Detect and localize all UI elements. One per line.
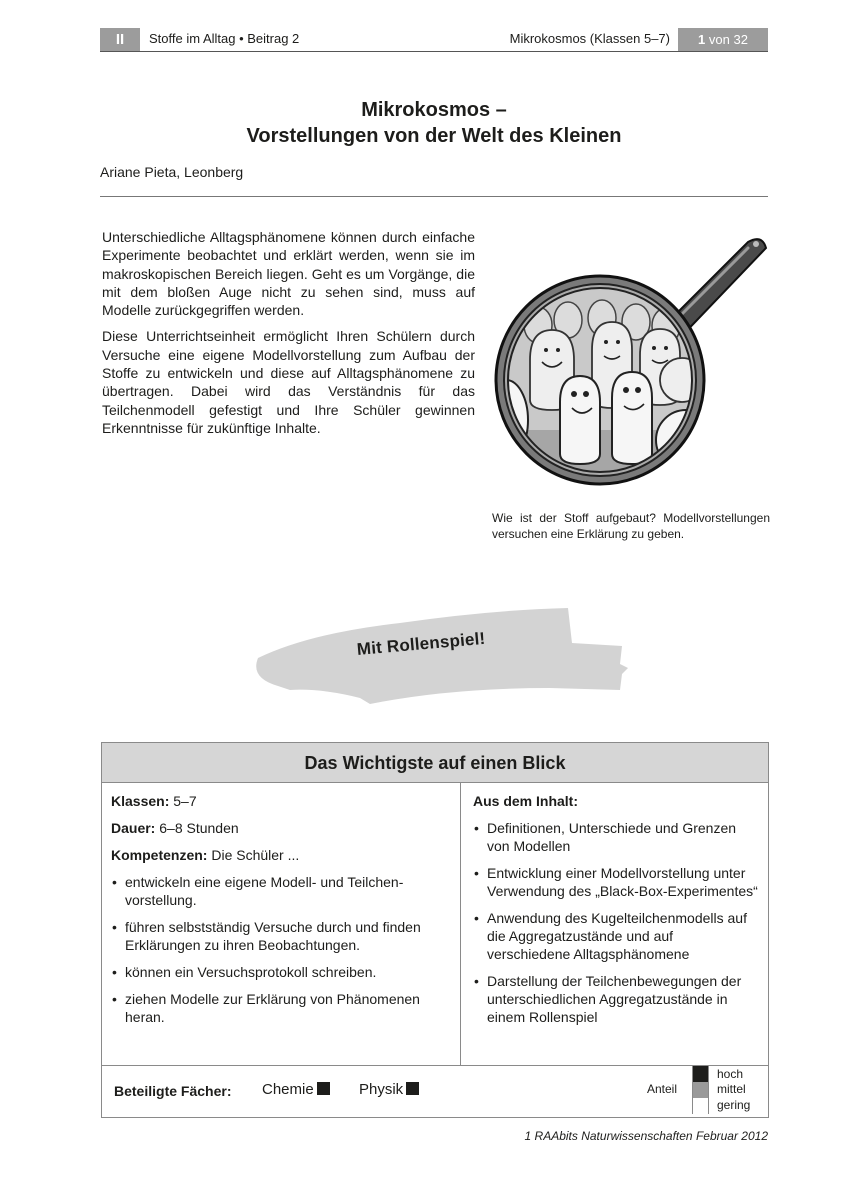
dauer-label: Dauer: xyxy=(111,820,156,836)
series-label: Stoffe im Alltag • Beitrag 2 xyxy=(149,31,300,46)
lens-particles xyxy=(490,270,720,490)
summary-left-column xyxy=(102,783,461,1065)
page-indicator xyxy=(678,28,768,51)
author: Ariane Pieta, Leonberg xyxy=(100,164,244,180)
share-high-icon xyxy=(317,1082,330,1095)
divider xyxy=(100,196,768,197)
list-item: • entwickeln eine eigene Modell- und Teilchenvorstellung. xyxy=(111,873,451,909)
klassen-label: Klassen: xyxy=(111,793,170,809)
intro-paragraph-2: Diese Unterrichtseinheit ermöglicht Ihren Schülern durch Versuche eine eigene Modellvorstellung zum Aufbau der Stoffe zu entwickeln und diese auf Alltagsphänomene zu übertragen. Dabei wird das Verständnis für das Teilchenmodell gefestigt und Ihre Schüler gewinnen Erkenntnisse für zukünftige Inhalte. xyxy=(102,328,475,436)
summary-right-column xyxy=(462,783,768,1065)
section-tab: II xyxy=(100,28,140,51)
list-item: • Darstellung der Teilchenbewegungen der unterschiedlichen Aggregatzustände in einem Rollenspiel xyxy=(473,972,760,1026)
list-item: • Anwendung des Kugelteilchenmodells auf die Aggregatzustände und auf verschiedene Alltagsphänomene xyxy=(473,909,760,963)
klassen-line xyxy=(111,792,451,810)
summary-heading: Das Wichtigste auf einen Blick xyxy=(102,743,768,783)
page-title xyxy=(100,97,768,149)
subjects-label: Beteiligte Fächer: xyxy=(114,1083,232,1099)
issue-title: Mikrokosmos (Klassen 5–7) xyxy=(509,31,670,46)
page-total: von 32 xyxy=(708,32,748,47)
legend-label-medium: mittel xyxy=(717,1082,746,1097)
klassen-value: 5–7 xyxy=(169,793,197,809)
summary-body xyxy=(102,783,768,1066)
inhalt-heading-line xyxy=(473,792,760,810)
list-item: • Entwicklung einer Modellvorstellung unter Verwendung des „Black-Box-Experimentes“ xyxy=(473,864,760,900)
page-current: 1 xyxy=(698,32,706,47)
share-legend xyxy=(692,1066,769,1114)
kompetenzen-list xyxy=(111,873,451,1026)
page-footer: 1 RAAbits Naturwissenschaften Februar 2012 xyxy=(524,1129,768,1143)
legend-labels xyxy=(717,1067,750,1113)
intro-paragraph-1: Unterschiedliche Alltagsphänomene können durch einfache Experimente beobachtet und erklärt werden, wenn sie im makroskopischen Bereich liegen. Geht es um Vorgänge, die mit dem bloßen Auge nicht zu sehen sind, muss auf Modelle zurückgegriffen werden. xyxy=(102,229,475,319)
legend-swatch-low xyxy=(693,1098,708,1114)
share-high-icon xyxy=(406,1082,419,1095)
title-line-2: Vorstellungen von der Welt des Kleinen xyxy=(246,125,622,147)
banner-text: Mit Rollenspiel! xyxy=(356,628,487,659)
banner-shape xyxy=(250,598,640,713)
legend-label-low: gering xyxy=(717,1097,751,1112)
list-item: • ziehen Modelle zur Erklärung von Phänomenen heran. xyxy=(111,990,451,1026)
subject-physik xyxy=(359,1081,419,1098)
legend-title: Anteil xyxy=(647,1082,678,1096)
legend-label-high: hoch xyxy=(717,1067,744,1081)
inhalt-list xyxy=(473,819,760,1026)
intro-text xyxy=(102,228,475,445)
dauer-value: 6–8 Stunden xyxy=(155,820,239,836)
subject-name: Chemie xyxy=(262,1081,314,1098)
list-item: • führen selbstständig Versuche durch und finden Erklärungen zu ihren Beobachtungen. xyxy=(111,918,451,954)
summary-box xyxy=(101,742,769,1118)
illustration-caption: Wie ist der Stoff aufgebaut? Modellvorstellungen versuchen eine Erklärung zu geben. xyxy=(492,511,770,541)
legend-swatch-medium xyxy=(693,1082,708,1098)
magnifying-glass-particles-icon xyxy=(490,230,770,510)
legend-swatch-high xyxy=(693,1066,708,1082)
list-item: • können ein Versuchsprotokoll schreiben. xyxy=(111,963,451,981)
page-header xyxy=(100,28,768,52)
kompetenzen-line xyxy=(111,846,451,864)
dauer-line xyxy=(111,819,451,837)
kompetenzen-value: Die Schüler ... xyxy=(207,847,300,863)
legend-swatches xyxy=(693,1066,709,1114)
list-item: • Definitionen, Unterschiede und Grenzen von Modellen xyxy=(473,819,760,855)
subjects-row xyxy=(102,1066,768,1116)
kompetenzen-label: Kompetenzen: xyxy=(111,847,208,863)
title-line-1: Mikrokosmos – xyxy=(361,99,507,121)
subject-name: Physik xyxy=(359,1081,404,1098)
inhalt-heading: Aus dem Inhalt: xyxy=(473,793,579,809)
subject-chemie xyxy=(262,1081,330,1098)
